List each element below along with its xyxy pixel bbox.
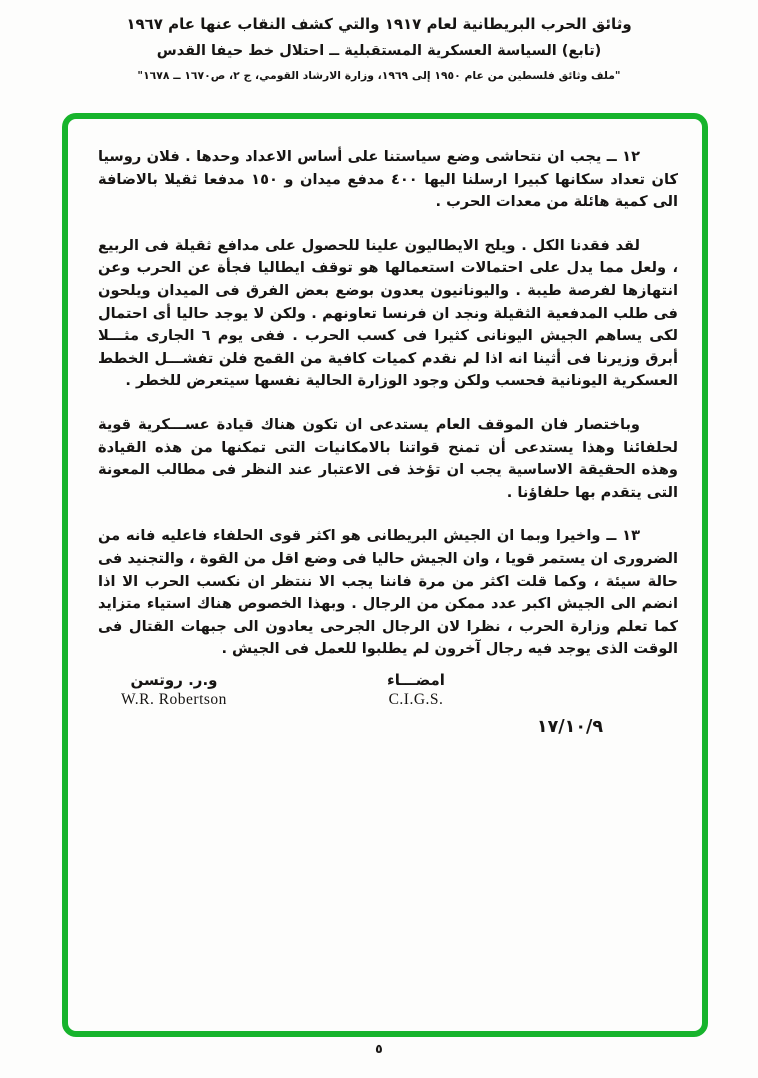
signature-label-arabic: امضـــاء <box>387 671 445 689</box>
signature-cigs-block <box>351 671 481 709</box>
green-border-frame <box>62 113 708 1037</box>
signature-name-arabic: و.ر. روتسن <box>130 671 218 689</box>
paragraph-italians-greeks: لقد فقدنا الكل . ويلح الايطاليون علينا للحصول على مدافع ثقيلة فى الربيع ، ولعل مما يدل على احتمالات استعمالها هو توقف ايطاليا فجأة عن الحرب وعن انتهازها لفرصة طيبة . واليونانيون يعدون بوضع بعض الفرق فى الميدان ويلحون فى طلب المدفعية الثقيلة ونجد ان فرنسا تعاونهم . ولكن لا يوجد حاليا أى احتمال لكى يساهم الجيش اليونانى كثيرا فى كسب الحرب . ففى يوم ٦ الجارى مثـــلا أبرق وزيرنا فى أثينا انه اذا لم نقدم كميات كافية من القمح فلن تفشـــل الخطط العسكرية اليونانية فحسب ولكن وجود الوزارة الحالية نفسها سيتعرض للخطر . <box>98 236 678 390</box>
document-body <box>98 146 678 682</box>
paragraph-12: ١٢ ــ يجب ان نتحاشى وضع سياستنا على أساس الاعداد وحدها . فلان روسيا كان تعداد سكانها كبيرا ارسلنا اليها ٤٠٠ مدفع ميدان و ١٥٠ مدفعا ثقيلا بالاضافة الى كمية هائلة من معدات الحرب . <box>98 148 678 211</box>
signature-robertson-block <box>99 671 249 709</box>
header-title-line1: وثائق الحرب البريطانية لعام ١٩١٧ والتي كشف النقاب عنها عام ١٩٦٧ <box>126 15 632 33</box>
paragraph-summary: وباختصار فان الموقف العام يستدعى ان تكون هناك قيادة عســـكرية قوية لحلفائنا وهذا يستدعى أن تمنح قواتنا بالامكانيات التى تمكنها من هذه القيادة وهذه الحقيقة الاساسية يجب ان تؤخذ فى الاعتبار عند النظر فى مطالب المعونة التى يتقدم بها حلفاؤنا . <box>98 415 678 501</box>
document-header <box>0 15 758 82</box>
signature-label-latin: C.I.G.S. <box>388 691 444 708</box>
header-source-line: "ملف وثائق فلسطين من عام ١٩٥٠ إلى ١٩٦٩، وزارة الارشاد القومي، ج ٢، ص١٦٧٠ ــ ١٦٧٨" <box>137 69 621 82</box>
page-number: ٥ <box>375 1041 383 1056</box>
paragraph-13: ١٣ ــ واخيرا وبما ان الجيش البريطانى هو اكثر قوى الحلفاء فاعليه فانه من الضرورى ان يستمر قويا ، وان الجيش حاليا فى وضع اقل من القوة ، والتجنيد فى حالة سيئة ، وكما قلت اكثر من مرة فاننا يجب الا ننتظر ان نكسب الحرب الا اذا انضم الى الجيش اكبر عدد ممكن من الرجال . وبهذا الخصوص هناك استياء متزايد كما تعلم وزارة الحرب ، نظرا لان الرجال الجرحى يعادون الى جبهات القتال فى الوقت الذى يوجد فيه رجال آخرون لم يطلبوا للعمل فى الجيش . <box>98 527 678 658</box>
signature-name-latin: W.R. Robertson <box>121 691 227 708</box>
signature-date: ١٧/١٠/٩ <box>536 717 604 737</box>
header-subtitle-line2: (تابع) السياسة العسكرية المستقبلية ــ احتلال خط حيفا القدس <box>156 43 602 59</box>
